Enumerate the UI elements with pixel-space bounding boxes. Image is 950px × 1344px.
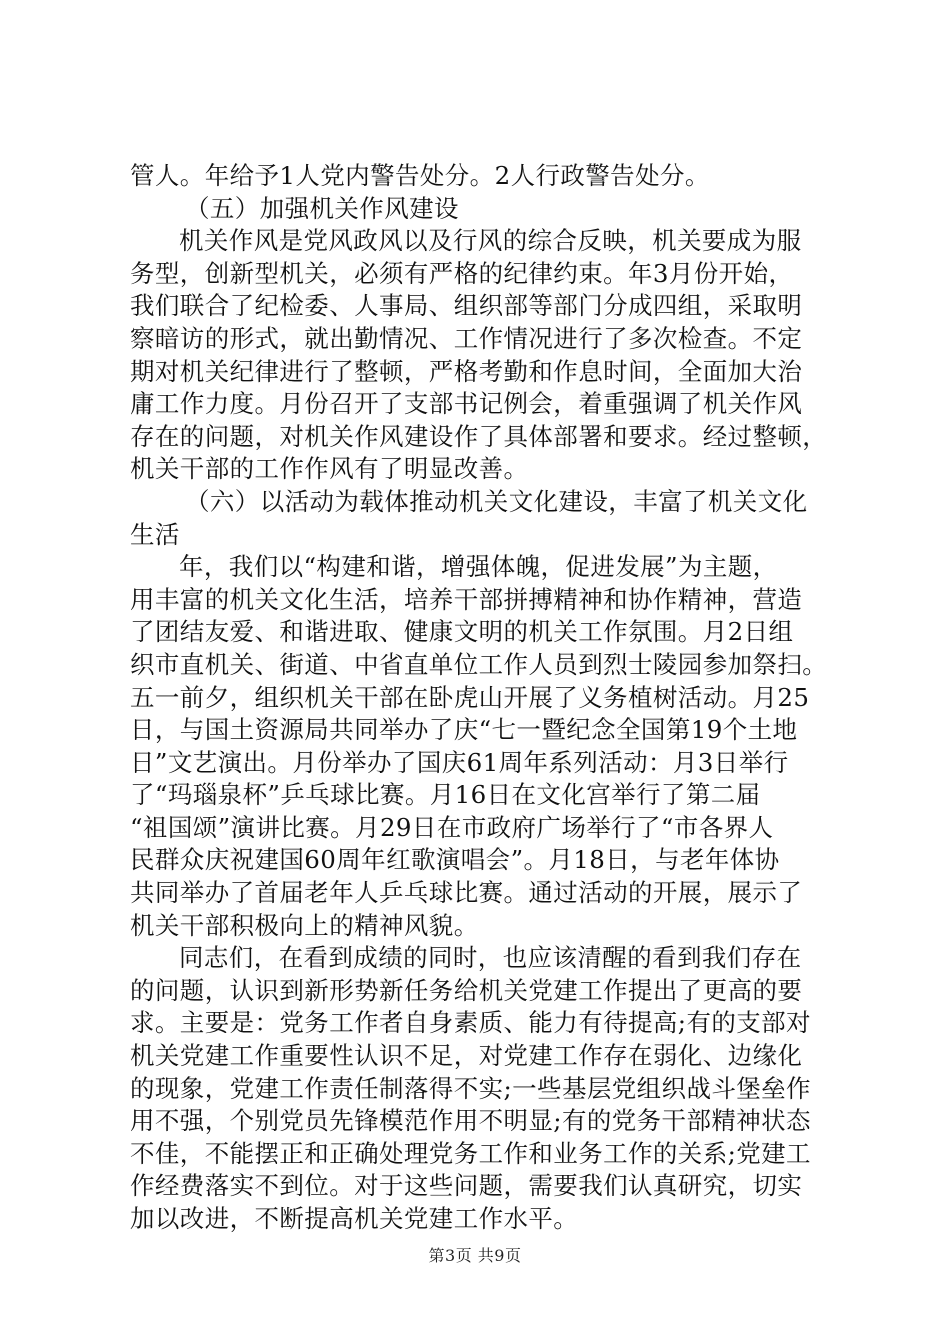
text-line: 了“玛瑙泉杯”乒乓球比赛。月16日在文化宫举行了第二届 xyxy=(130,780,761,810)
text-line: 机关党建工作重要性认识不足，对党建工作存在弱化、边缘化 xyxy=(130,1041,803,1071)
text-line: 务型，创新型机关，必须有严格的纪律约束。年3月份开始， xyxy=(130,258,794,288)
text-line: 用不强，个别党员先锋模范作用不明显;有的党务干部精神状态 xyxy=(130,1106,811,1136)
text-line: 了团结友爱、和谐进取、健康文明的机关工作氛围。月2日组 xyxy=(130,617,794,647)
text-line: （六）以活动为载体推动机关文化建设，丰富了机关文化 xyxy=(185,486,808,516)
text-line: 管人。年给予1人党内警告处分。2人行政警告处分。 xyxy=(130,161,710,190)
text-line: 生活 xyxy=(130,519,180,549)
text-line: 的问题，认识到新形势新任务给机关党建工作提出了更高的要 xyxy=(130,975,803,1005)
text-line: 同志们，在看到成绩的同时，也应该清醒的看到我们存在 xyxy=(179,943,802,973)
text-line: 察暗访的形式，就出勤情况、工作情况进行了多次检查。不定 xyxy=(130,323,803,353)
text-line: 加以改进，不断提高机关党建工作水平。 xyxy=(130,1204,579,1233)
text-line: 织市直机关、街道、中省直单位工作人员到烈士陵园参加祭扫。 xyxy=(130,649,828,679)
text-line: 存在的问题，对机关作风建设作了具体部署和要求。经过整顿， xyxy=(130,421,828,451)
text-line: “祖国颂”演讲比赛。月29日在市政府广场举行了“市各界人 xyxy=(130,812,774,842)
text-line: 五一前夕，组织机关干部在卧虎山开展了义务植树活动。月25 xyxy=(130,682,810,712)
text-line: （五）加强机关作风建设 xyxy=(185,193,459,223)
text-line: 机关干部积极向上的精神风貌。 xyxy=(130,910,479,940)
text-line: 的现象，党建工作责任制落得不实;一些基层党组织战斗堡垒作 xyxy=(130,1073,811,1103)
text-line: 我们联合了纪检委、人事局、组织部等部门分成四组，采取明 xyxy=(130,291,803,321)
text-line: 求。主要是：党务工作者自身素质、能力有待提高;有的支部对 xyxy=(130,1008,811,1038)
text-line: 机关干部的工作作风有了明显改善。 xyxy=(130,454,529,484)
text-line: 日，与国土资源局共同举办了庆“七一暨纪念全国第19个土地 xyxy=(130,715,798,745)
text-line: 用丰富的机关文化生活，培养干部拼搏精神和协作精神，营造 xyxy=(130,584,803,614)
text-line: 共同举办了首届老年人乒乓球比赛。通过活动的开展，展示了 xyxy=(130,878,803,908)
text-line: 年，我们以“构建和谐，增强体魄，促进发展”为主题， xyxy=(179,552,778,582)
text-line: 不佳，不能摆正和正确处理党务工作和业务工作的关系;党建工 xyxy=(130,1138,811,1168)
text-line: 日”文艺演出。月份举办了国庆61周年系列活动：月3日举行 xyxy=(130,747,789,777)
document-body xyxy=(130,160,832,1236)
page-footer: 第3页 共9页 xyxy=(428,1246,522,1265)
text-line: 庸工作力度。月份召开了支部书记例会，着重强调了机关作风 xyxy=(130,389,803,419)
text-line: 机关作风是党风政风以及行风的综合反映，机关要成为服 xyxy=(179,226,802,256)
text-line: 作经费落实不到位。对于这些问题，需要我们认真研究，切实 xyxy=(130,1171,803,1201)
text-line: 期对机关纪律进行了整顿，严格考勤和作息时间，全面加大治 xyxy=(130,356,803,386)
text-line: 民群众庆祝建国60周年红歌演唱会”。月18日，与老年体协 xyxy=(130,845,780,875)
